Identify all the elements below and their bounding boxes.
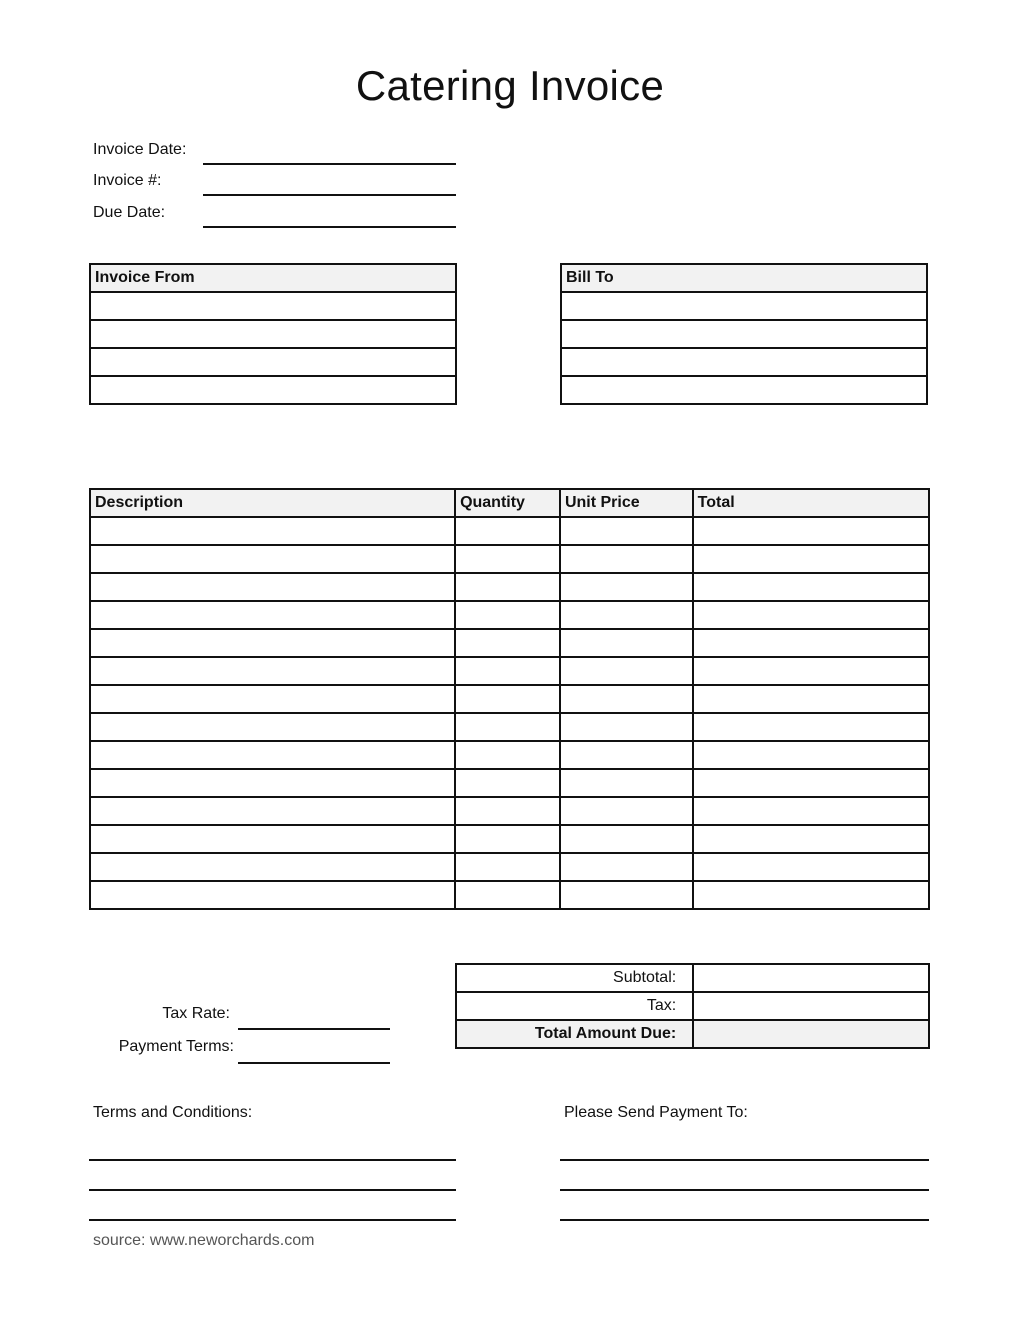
description-cell[interactable] xyxy=(90,825,455,853)
quantity-cell[interactable] xyxy=(455,825,560,853)
due-date-label: Due Date: xyxy=(93,204,166,221)
unit-price-cell[interactable] xyxy=(560,853,693,881)
tax-rate-label: Tax Rate: xyxy=(162,1005,230,1022)
payment-to-label: Please Send Payment To: xyxy=(564,1104,748,1121)
bill-to-header: Bill To xyxy=(561,264,927,292)
total-cell[interactable] xyxy=(693,797,929,825)
total-cell[interactable] xyxy=(693,741,929,769)
description-column-header: Description xyxy=(90,489,455,517)
total-cell[interactable] xyxy=(693,657,929,685)
table-row xyxy=(90,545,929,573)
unit-price-cell[interactable] xyxy=(560,825,693,853)
payment-terms-label: Payment Terms: xyxy=(118,1038,234,1055)
description-cell[interactable] xyxy=(90,629,455,657)
total-cell[interactable] xyxy=(693,769,929,797)
description-cell[interactable] xyxy=(90,741,455,769)
quantity-cell[interactable] xyxy=(455,685,560,713)
description-cell[interactable] xyxy=(90,881,455,909)
totals-table xyxy=(455,963,930,1049)
bill-to-line[interactable] xyxy=(561,348,927,376)
total-amount-due-label: Total Amount Due: xyxy=(456,1020,693,1048)
table-row xyxy=(90,629,929,657)
quantity-cell[interactable] xyxy=(455,769,560,797)
subtotal-value-cell[interactable] xyxy=(693,964,929,992)
quantity-cell[interactable] xyxy=(455,741,560,769)
payment-to-line[interactable] xyxy=(560,1219,929,1221)
invoice-from-line[interactable] xyxy=(90,320,456,348)
unit-price-cell[interactable] xyxy=(560,657,693,685)
quantity-cell[interactable] xyxy=(455,517,560,545)
items-table xyxy=(89,488,930,910)
unit-price-cell[interactable] xyxy=(560,545,693,573)
table-row xyxy=(90,713,929,741)
invoice-from-line[interactable] xyxy=(90,292,456,320)
unit-price-cell[interactable] xyxy=(560,573,693,601)
due-date-field[interactable] xyxy=(203,226,456,228)
invoice-number-field[interactable] xyxy=(203,194,456,196)
unit-price-column-header: Unit Price xyxy=(560,489,693,517)
description-cell[interactable] xyxy=(90,685,455,713)
description-cell[interactable] xyxy=(90,713,455,741)
total-amount-due-cell[interactable] xyxy=(693,1020,929,1048)
total-cell[interactable] xyxy=(693,685,929,713)
total-cell[interactable] xyxy=(693,825,929,853)
terms-line[interactable] xyxy=(89,1159,456,1161)
total-cell[interactable] xyxy=(693,629,929,657)
table-row xyxy=(90,881,929,909)
payment-to-line[interactable] xyxy=(560,1159,929,1161)
invoice-from-table xyxy=(89,263,457,405)
total-cell[interactable] xyxy=(693,517,929,545)
total-cell[interactable] xyxy=(693,853,929,881)
unit-price-cell[interactable] xyxy=(560,685,693,713)
unit-price-cell[interactable] xyxy=(560,629,693,657)
unit-price-cell[interactable] xyxy=(560,741,693,769)
quantity-cell[interactable] xyxy=(455,657,560,685)
description-cell[interactable] xyxy=(90,853,455,881)
payment-to-line[interactable] xyxy=(560,1189,929,1191)
invoice-from-header: Invoice From xyxy=(90,264,456,292)
table-row xyxy=(90,797,929,825)
bill-to-line[interactable] xyxy=(561,320,927,348)
quantity-cell[interactable] xyxy=(455,881,560,909)
quantity-cell[interactable] xyxy=(455,629,560,657)
terms-line[interactable] xyxy=(89,1189,456,1191)
table-row xyxy=(90,825,929,853)
bill-to-table xyxy=(560,263,928,405)
total-cell[interactable] xyxy=(693,545,929,573)
tax-label: Tax: xyxy=(456,992,693,1020)
table-row xyxy=(90,657,929,685)
total-column-header: Total xyxy=(693,489,929,517)
invoice-date-field[interactable] xyxy=(203,163,456,165)
table-row xyxy=(90,573,929,601)
total-cell[interactable] xyxy=(693,881,929,909)
unit-price-cell[interactable] xyxy=(560,713,693,741)
table-row xyxy=(90,769,929,797)
quantity-cell[interactable] xyxy=(455,797,560,825)
table-row xyxy=(90,685,929,713)
unit-price-cell[interactable] xyxy=(560,601,693,629)
tax-rate-field[interactable] xyxy=(238,1028,390,1030)
table-row xyxy=(90,741,929,769)
invoice-from-line[interactable] xyxy=(90,376,456,404)
subtotal-label: Subtotal: xyxy=(456,964,693,992)
invoice-date-label: Invoice Date: xyxy=(93,141,187,158)
quantity-cell[interactable] xyxy=(455,545,560,573)
description-cell[interactable] xyxy=(90,573,455,601)
invoice-number-label: Invoice #: xyxy=(93,172,162,189)
description-cell[interactable] xyxy=(90,517,455,545)
table-row xyxy=(90,601,929,629)
terms-label: Terms and Conditions: xyxy=(93,1104,253,1121)
description-cell[interactable] xyxy=(90,769,455,797)
unit-price-cell[interactable] xyxy=(560,769,693,797)
terms-line[interactable] xyxy=(89,1219,456,1221)
description-cell[interactable] xyxy=(90,601,455,629)
source-credit: source: www.neworchards.com xyxy=(93,1232,315,1249)
quantity-cell[interactable] xyxy=(455,601,560,629)
payment-terms-field[interactable] xyxy=(238,1062,390,1064)
unit-price-cell[interactable] xyxy=(560,881,693,909)
quantity-cell[interactable] xyxy=(455,853,560,881)
description-cell[interactable] xyxy=(90,797,455,825)
total-cell[interactable] xyxy=(693,713,929,741)
unit-price-cell[interactable] xyxy=(560,517,693,545)
total-cell[interactable] xyxy=(693,573,929,601)
tax-value-cell[interactable] xyxy=(693,992,929,1020)
bill-to-line[interactable] xyxy=(561,376,927,404)
table-row xyxy=(90,853,929,881)
total-cell[interactable] xyxy=(693,601,929,629)
invoice-from-line[interactable] xyxy=(90,348,456,376)
bill-to-line[interactable] xyxy=(561,292,927,320)
quantity-column-header: Quantity xyxy=(455,489,560,517)
description-cell[interactable] xyxy=(90,657,455,685)
table-row xyxy=(90,517,929,545)
quantity-cell[interactable] xyxy=(455,573,560,601)
page-title: Catering Invoice xyxy=(355,62,665,109)
quantity-cell[interactable] xyxy=(455,713,560,741)
unit-price-cell[interactable] xyxy=(560,797,693,825)
description-cell[interactable] xyxy=(90,545,455,573)
